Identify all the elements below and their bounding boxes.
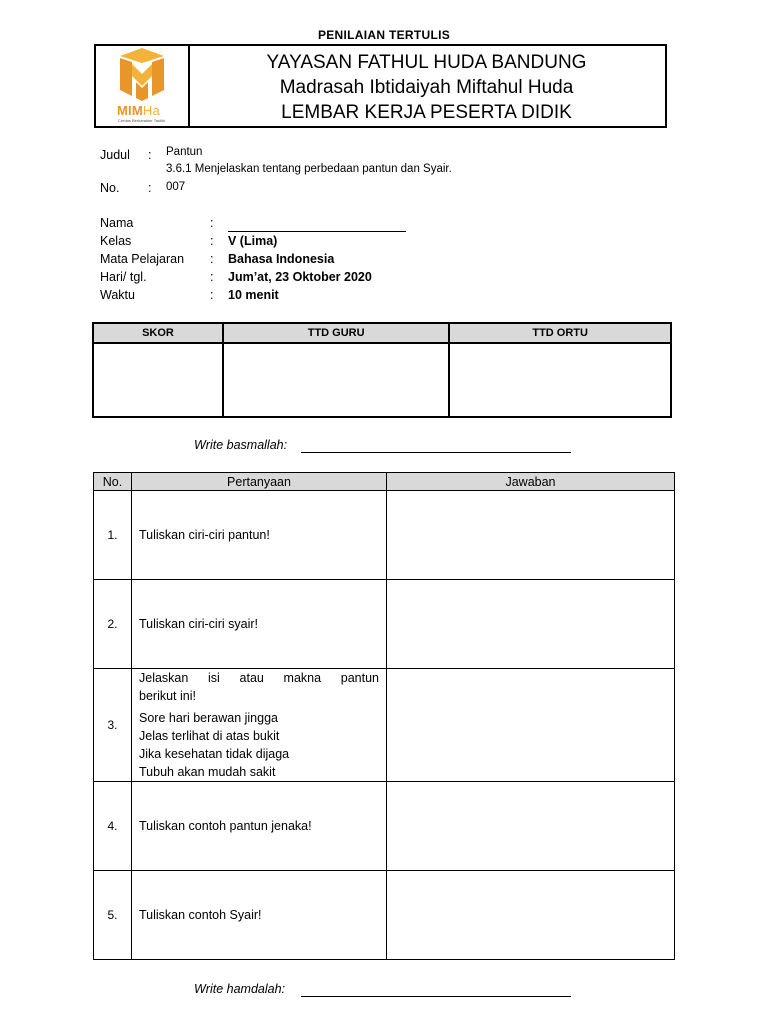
hari-value: Jum’at, 23 Oktober 2020 xyxy=(228,270,372,284)
table-row xyxy=(94,871,675,960)
school-name: Madrasah Ibtidaiyah Miftahul Huda xyxy=(279,77,574,98)
hamdalah-field[interactable] xyxy=(301,996,571,997)
table-row xyxy=(94,669,675,782)
kelas-colon: : xyxy=(210,234,214,248)
ttd-ortu-header: TTD ORTU xyxy=(449,323,671,343)
nama-field[interactable] xyxy=(228,231,406,232)
judul-value: Pantun xyxy=(166,146,203,158)
poem-line: Tubuh akan mudah sakit xyxy=(139,765,276,779)
top-label: PENILAIAN TERTULIS xyxy=(317,28,451,42)
logo-tagline: Cerdas Berkarakter Taufiki xyxy=(118,118,166,123)
kelas-label: Kelas xyxy=(100,234,132,248)
question-cell xyxy=(132,669,387,782)
question-text: Jelaskan isi atau makna pantun xyxy=(139,671,379,685)
waktu-label: Waktu xyxy=(100,288,135,302)
kelas-value: V (Lima) xyxy=(228,234,278,248)
no-label: No. xyxy=(100,181,120,195)
answer-cell[interactable] xyxy=(387,782,675,871)
foundation-name: YAYASAN FATHUL HUDA BANDUNG xyxy=(266,52,587,73)
table-row xyxy=(94,580,675,669)
hari-colon: : xyxy=(210,270,214,284)
poem-line: Jelas terlihat di atas bukit xyxy=(139,729,280,743)
waktu-colon: : xyxy=(210,288,214,302)
title-cell xyxy=(188,46,665,126)
answer-cell[interactable] xyxy=(387,580,675,669)
question-text: Tuliskan ciri-ciri syair! xyxy=(132,580,387,669)
mapel-label: Mata Pelajaran xyxy=(100,252,185,266)
mapel-colon: : xyxy=(210,252,214,266)
nama-label: Nama xyxy=(100,216,134,230)
answer-cell[interactable] xyxy=(387,491,675,580)
judul-colon: : xyxy=(148,148,152,162)
table-row xyxy=(94,782,675,871)
basmallah-label: Write basmallah: xyxy=(194,438,288,452)
questions-table xyxy=(93,472,675,960)
question-text: Tuliskan contoh pantun jenaka! xyxy=(132,782,387,871)
logo-cell xyxy=(96,46,190,126)
skor-box[interactable] xyxy=(93,343,223,417)
question-text: Tuliskan contoh Syair! xyxy=(132,871,387,960)
logo-text: MIMHa xyxy=(117,103,160,118)
col-jawaban-header: Jawaban xyxy=(387,473,675,491)
row-number: 1. xyxy=(94,491,132,580)
no-colon: : xyxy=(148,181,152,195)
question-text: Tuliskan ciri-ciri pantun! xyxy=(132,491,387,580)
header-box xyxy=(94,44,667,128)
judul-subtitle: 3.6.1 Menjelaskan tentang perbedaan pantun dan Syair. xyxy=(166,163,452,175)
ttd-guru-box[interactable] xyxy=(223,343,449,417)
skor-header: SKOR xyxy=(93,323,223,343)
mapel-value: Bahasa Indonesia xyxy=(228,252,335,266)
basmallah-field[interactable] xyxy=(301,452,571,453)
col-no-header: No. xyxy=(94,473,132,491)
nama-colon: : xyxy=(210,216,214,230)
judul-label: Judul xyxy=(100,148,130,162)
table-row xyxy=(94,491,675,580)
question-text: berikut ini! xyxy=(139,689,196,703)
poem-line: Sore hari berawan jingga xyxy=(139,711,278,725)
row-number: 2. xyxy=(94,580,132,669)
hari-label: Hari/ tgl. xyxy=(100,270,147,284)
answer-cell[interactable] xyxy=(387,669,675,782)
row-number: 3. xyxy=(94,669,132,782)
no-value: 007 xyxy=(166,181,186,193)
answer-cell[interactable] xyxy=(387,871,675,960)
row-number: 4. xyxy=(94,782,132,871)
poem-line: Jika kesehatan tidak dijaga xyxy=(139,747,290,761)
col-pertanyaan-header: Pertanyaan xyxy=(132,473,387,491)
signature-table xyxy=(92,322,672,418)
waktu-value: 10 menit xyxy=(228,288,279,302)
row-number: 5. xyxy=(94,871,132,960)
ttd-guru-header: TTD GURU xyxy=(223,323,449,343)
hamdalah-label: Write hamdalah: xyxy=(194,982,286,996)
ttd-ortu-box[interactable] xyxy=(449,343,671,417)
sheet-title: LEMBAR KERJA PESERTA DIDIK xyxy=(281,102,572,123)
